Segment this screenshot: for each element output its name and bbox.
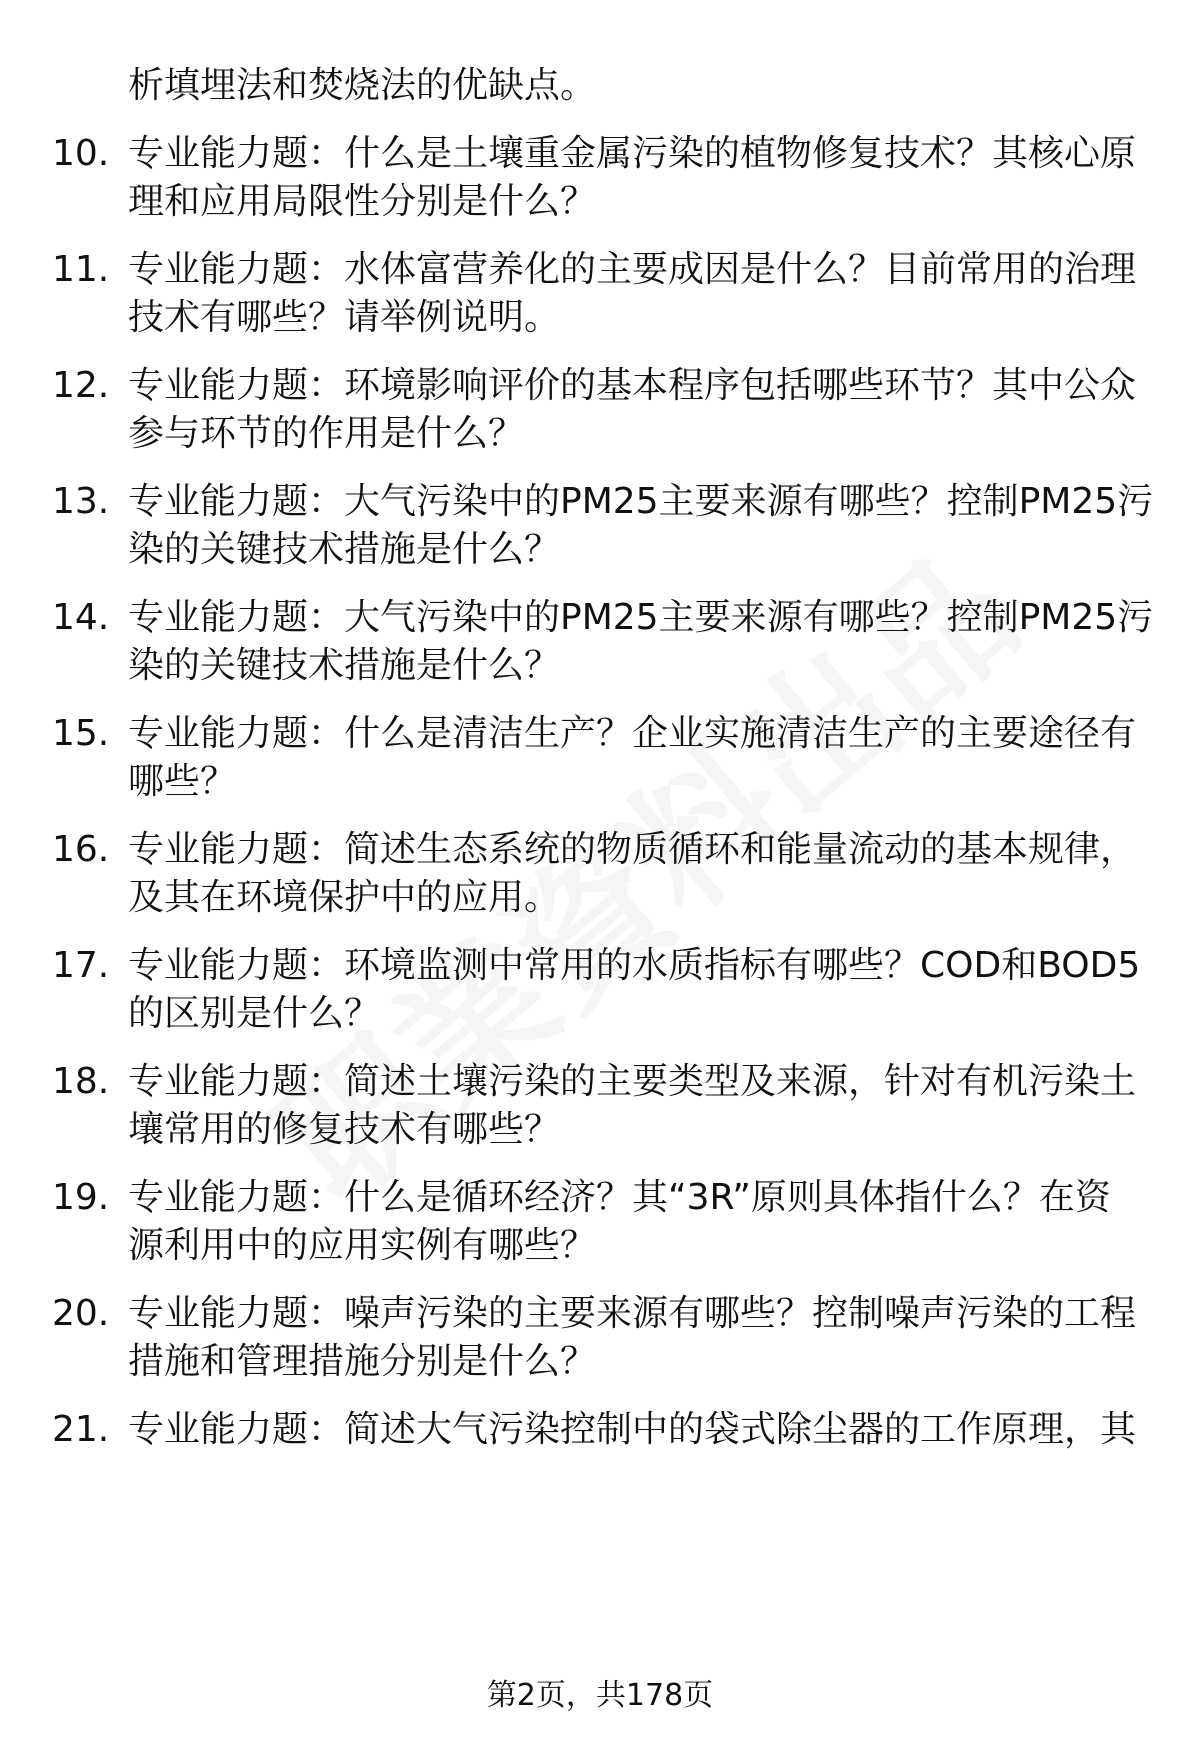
question-number: 21. xyxy=(52,1409,110,1450)
question-number: 18. xyxy=(52,1061,110,1102)
question-item xyxy=(0,478,1200,574)
question-text-line: 染的关键技术措施是什么？ xyxy=(128,529,561,570)
question-number: 17. xyxy=(52,945,110,986)
question-text-line: 技术有哪些？请举例说明。 xyxy=(128,297,561,338)
question-text-line: 专业能力题：简述大气污染控制中的袋式除尘器的工作原理，其 xyxy=(128,1409,1137,1450)
question-number: 16. xyxy=(52,829,110,870)
question-text-line: 哪些？ xyxy=(128,761,237,802)
question-item xyxy=(0,1058,1200,1154)
question-text-line: 专业能力题：水体富营养化的主要成因是什么？目前常用的治理 xyxy=(128,249,1137,290)
question-text-line: 理和应用局限性分别是什么？ xyxy=(128,181,597,222)
question-item xyxy=(0,130,1200,226)
question-text-line: 专业能力题：大气污染中的PM25主要来源有哪些？控制PM25污 xyxy=(128,481,1154,522)
question-item xyxy=(0,1174,1200,1270)
question-item xyxy=(0,1406,1200,1502)
question-number: 19. xyxy=(52,1177,110,1218)
page-footer: 第2页，共178页 xyxy=(486,1678,714,1713)
question-number: 15. xyxy=(52,713,110,754)
question-text-line: 措施和管理措施分别是什么？ xyxy=(128,1341,597,1382)
question-text-line: 及其在环境保护中的应用。 xyxy=(128,877,561,918)
question-item xyxy=(0,826,1200,922)
question-number: 14. xyxy=(52,597,110,638)
question-text-line: 参与环节的作用是什么？ xyxy=(128,413,525,454)
question-item xyxy=(0,942,1200,1038)
question-text-line: 专业能力题：环境监测中常用的水质指标有哪些？COD和BOD5 xyxy=(128,945,1141,986)
continuation-line: 析填埋法和焚烧法的优缺点。 xyxy=(128,65,597,106)
question-item xyxy=(0,594,1200,690)
question-item xyxy=(0,246,1200,342)
question-text-line: 专业能力题：什么是清洁生产？企业实施清洁生产的主要途径有 xyxy=(128,713,1137,754)
question-number: 10. xyxy=(52,133,110,174)
question-number: 20. xyxy=(52,1293,110,1334)
question-number: 13. xyxy=(52,481,110,522)
question-text-line: 染的关键技术措施是什么？ xyxy=(128,645,561,686)
question-number: 12. xyxy=(52,365,110,406)
question-text-line: 专业能力题：简述土壤污染的主要类型及来源，针对有机污染土 xyxy=(128,1061,1137,1102)
question-item xyxy=(0,710,1200,806)
question-item xyxy=(0,362,1200,458)
question-text-line: 源利用中的应用实例有哪些？ xyxy=(128,1225,597,1266)
question-text-line: 专业能力题：简述生态系统的物质循环和能量流动的基本规律， xyxy=(128,829,1137,870)
question-text-line: 专业能力题：什么是土壤重金属污染的植物修复技术？其核心原 xyxy=(128,133,1137,174)
question-text-line: 专业能力题：噪声污染的主要来源有哪些？控制噪声污染的工程 xyxy=(128,1293,1137,1334)
question-text-line: 壤常用的修复技术有哪些？ xyxy=(128,1109,561,1150)
question-number: 11. xyxy=(52,249,110,290)
question-text-line: 的区别是什么？ xyxy=(128,993,381,1034)
question-text-line: 专业能力题：什么是循环经济？其“3R”原则具体指什么？在资 xyxy=(128,1177,1111,1218)
question-text-line: 专业能力题：环境影响评价的基本程序包括哪些环节？其中公众 xyxy=(128,365,1137,406)
question-text-line: 专业能力题：大气污染中的PM25主要来源有哪些？控制PM25污 xyxy=(128,597,1154,638)
question-item xyxy=(0,1290,1200,1386)
